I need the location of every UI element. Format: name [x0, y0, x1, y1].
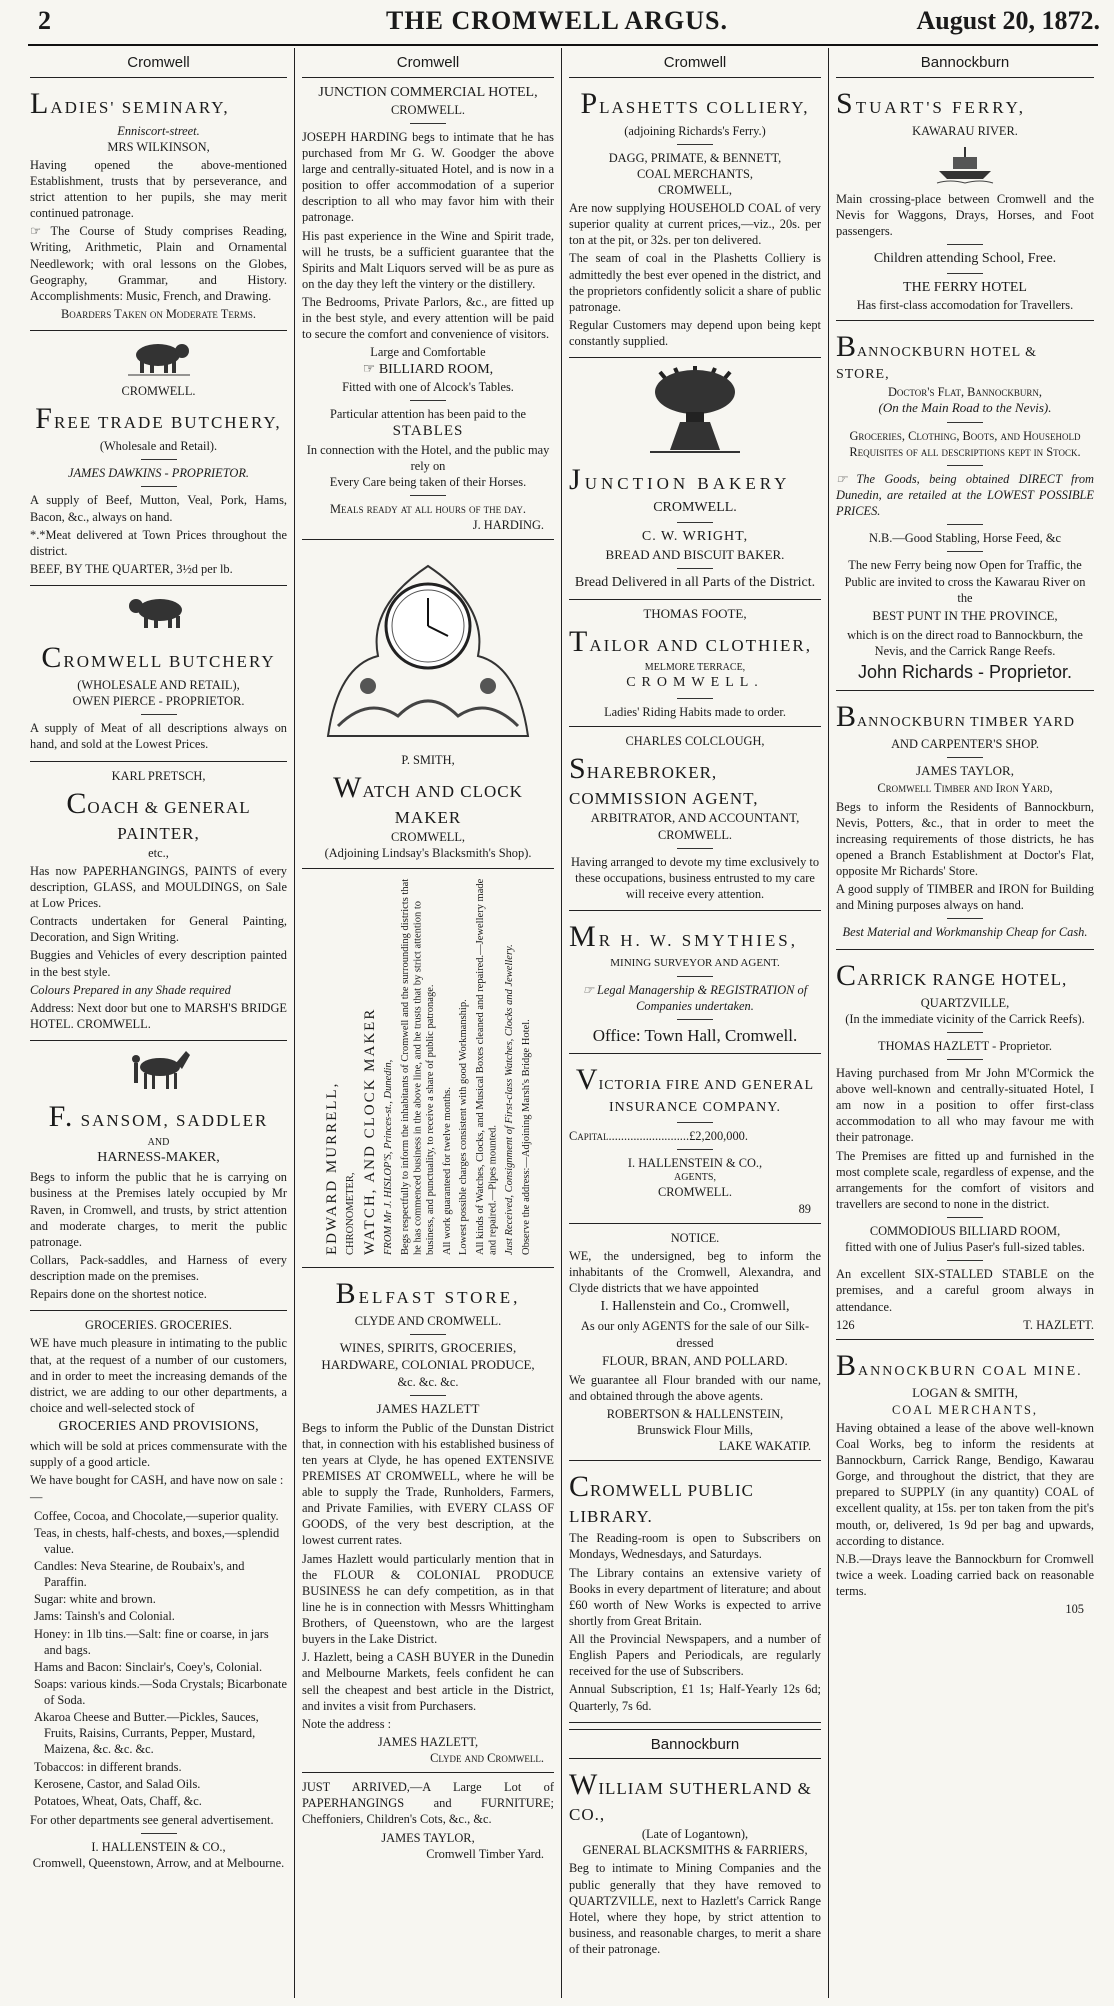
ad-watchmaker: [302, 546, 554, 868]
issue-date: August 20, 1872.: [916, 6, 1100, 35]
ad-signature: JAMES HAZLETT,: [377, 1734, 479, 1749]
ad-line: ☞ BILLIARD ROOM,: [362, 361, 494, 377]
ad-body: Begs respectfully to inform the inhabitants of Cromwell and the surrounding districts that he has commenced business in the above line, and he trusts that by strict attention to business, and punctuality, to receive a share of public patronage.: [399, 878, 437, 1255]
ad-carrick-range-hotel: [836, 956, 1094, 1340]
ad-body: Buggies and Vehicles of every description painted in the best style.: [30, 948, 287, 979]
ad-body: The seam of coal in the Plashetts Colliery is admittedly the best ever opened in the district, and the proprietors confidently solicit a share of public patronage.: [569, 251, 821, 314]
ad-signature: T. HAZLETT.: [1023, 1317, 1094, 1332]
ad-just-arrived: [302, 1779, 554, 1868]
ad-body: Has now PAPERHANGINGS, PAINTS of every description, GLASS, and MOULDINGS, on Sale at Low Prices.: [30, 863, 287, 911]
ad-address: MELMORE TERRACE,: [644, 662, 746, 674]
ad-place: QUARTZVILLE,: [920, 995, 1010, 1010]
ad-sharebroker: [569, 733, 821, 912]
ad-place: CROMWELL.: [653, 500, 737, 516]
list-item: Candles: Neva Stearine, de Roubaix's, and Paraffin.: [34, 1559, 245, 1590]
ad-line: STABLES: [392, 423, 464, 439]
ad-line: Bread Delivered in all Parts of the District.: [574, 575, 816, 591]
ad-note: Boarders Taken on Moderate Terms.: [61, 306, 256, 321]
ad-sutherland: [569, 1765, 821, 1965]
ad-body: His past experience in the Wine and Spirit trade, will he trusts, be a sufficient guarantee that the Spirits and Malt Liquors served will be as pure as on the day they left the vintery or the distillery.: [302, 228, 554, 291]
ad-smythies: [569, 917, 821, 1054]
ad-name: EDWARD MURRELL,: [323, 1081, 340, 1255]
ad-title: TAILOR AND CLOTHIER,: [569, 625, 812, 659]
ad-line: Meals ready at all hours of the day.: [330, 501, 526, 516]
ad-belfast-store: [302, 1274, 554, 1774]
column-heading: Cromwell: [30, 48, 287, 78]
ad-subtitle: (adjoining Richards's Ferry.): [624, 123, 766, 138]
ad-footer: [836, 1317, 1094, 1333]
ad-body: Contracts undertaken for General Painting, Decoration, and Sign Writing.: [30, 914, 287, 945]
ad-title: PLASHETTS COLLIERY,: [580, 86, 810, 120]
ad-address: Enniscort-street.: [117, 123, 200, 138]
ad-proprietor: JAMES DAWKINS - PROPRIETOR.: [67, 466, 249, 481]
clock-cut-icon: [308, 546, 548, 746]
ad-place: CROMWELL.: [658, 827, 732, 842]
ad-heading: GROCERIES. GROCERIES.: [85, 1318, 232, 1333]
ad-body: JOSEPH HARDING begs to intimate that he has purchased from Mr G. W. Goodger the above large and centrally-situated Hotel, and is now in a position to offer accommodation of a superior description to all who may favor him with their patronage.: [302, 129, 554, 225]
ad-plashetts-colliery: [569, 84, 821, 359]
ad-body: We guarantee all Flour branded with our name, and obtained through the above agents.: [569, 1372, 821, 1403]
ad-capital: Capital..........................£2,200,000.: [569, 1129, 748, 1144]
ad-body: Note the address :: [302, 1716, 392, 1731]
ad-place: CROMWELL.: [658, 1185, 732, 1200]
ad-body: ☞ Legal Managership & REGISTRATION of Companies undertaken.: [582, 982, 808, 1013]
ad-bannockburn-hotel: [836, 327, 1094, 692]
list-item: Hams and Bacon: Sinclair's, Coey's, Colonial.: [34, 1659, 263, 1674]
ad-body: We have bought for CASH, and have now on sale :—: [30, 1473, 284, 1504]
ad-title: CROMWELL PUBLIC LIBRARY.: [569, 1470, 755, 1527]
ad-body: WE have much pleasure in intimating to the public that, at the request of a number of our customers, and in order to meet the increasing demands of the district, we are adding to our other departments, a choice and well-selected stock of: [30, 1336, 287, 1415]
list-item: Honey: in 1lb tins.—Salt: fine or coarse, in jars and bags.: [34, 1626, 269, 1657]
ad-place: CROMWELL,: [658, 182, 732, 197]
ad-address: Address: Next door but one to MARSH'S BRIDGE HOTEL. CROMWELL.: [30, 1000, 287, 1031]
ad-body: Groceries, Clothing, Boots, and Household Requisites of all descriptions kept in Stock.: [849, 428, 1081, 459]
ad-junction-hotel: [302, 84, 554, 541]
ad-subtitle: (In the immediate vicinity of the Carrick Reefs).: [845, 1011, 1085, 1026]
ad-title: F. SANSOM, SADDLER: [48, 1100, 269, 1134]
ad-place: CROMWELL.: [121, 384, 196, 398]
ad-victoria-insurance: [569, 1060, 821, 1224]
ad-title: JUNCTION BAKERY: [569, 463, 791, 497]
ad-punt: BEST PUNT IN THE PROVINCE,: [872, 607, 1058, 623]
ad-body: Having purchased from Mr John M'Cormick the above well-known and centrally-situated Hotel, I am now in a position to offer first-class accommodation to all who may favour me with their patronage.: [836, 1065, 1094, 1145]
ad-body: The Bedrooms, Private Parlors, &c., are fitted up in the best style, and every attention will be paid to secure the comfort and convenience of visitors.: [302, 295, 554, 342]
ad-signature-2: Clyde and Cromwell.: [430, 1751, 544, 1766]
ad-body: J. Hazlett, being a CASH BUYER in the Dunedin and Melbourne Markets, feels confident he can sell the cheapest and best article in the District, and invites a visit from Purchasers.: [302, 1650, 554, 1713]
column-1: [28, 48, 295, 1998]
ad-nb: N.B.—Good Stabling, Horse Feed, &c: [868, 531, 1062, 546]
ad-and: AND: [147, 1137, 170, 1149]
ad-proprietor: OWEN PIERCE - PROPRIETOR.: [72, 694, 245, 709]
ad-from: FROM Mr J. HISLOP'S, Princes-st., Dunedin,: [383, 1059, 395, 1255]
list-item: Kerosene, Castor, and Salad Oils.: [34, 1776, 201, 1791]
ad-ladies-seminary: [30, 84, 287, 332]
ad-signature-2: Cromwell, Queenstown, Arrow, and at Melbourne.: [32, 1856, 285, 1871]
ad-body: The Premises are fitted up and furnished in the most complete scale, regardless of expense, and the arrangements for the comfort of visitors and travellers are second to none in the district.: [836, 1148, 1094, 1211]
ad-subtitle: (WHOLESALE AND RETAIL),: [77, 678, 240, 692]
ad-signature: J. HARDING.: [472, 518, 544, 532]
ad-signature: JAMES TAYLOR,: [381, 1830, 475, 1845]
ad-title: MR H. W. SMYTHIES,: [569, 920, 798, 954]
ad-body: ☞ The Goods, being obtained DIRECT from Dunedin, are retailed at the LOWEST POSSIBLE PRICES.: [836, 471, 1094, 519]
ad-subtitle: etc.,: [148, 845, 169, 860]
ad-body: A good supply of TIMBER and IRON for Building and Mining purposes always on hand.: [836, 882, 1094, 913]
ad-signature-2: Brunswick Flour Mills,: [637, 1422, 753, 1437]
ad-body: Having opened the above-mentioned Establishment, trusts that by perseverance, and strict attention to her pupils, she may merit continued patronage.: [30, 157, 287, 221]
list-item: Tobaccos: in different brands.: [34, 1759, 182, 1774]
ad-office: Office: Town Hall, Cromwell.: [592, 1025, 798, 1045]
ad-body: All the Provincial Newspapers, and a number of English Papers and Periodicals, are regularly received for the use of Subscribers.: [569, 1632, 821, 1679]
ad-signature: I. HALLENSTEIN & CO.,: [91, 1840, 226, 1855]
columns: [28, 48, 1098, 1998]
ox-cut-icon: [124, 337, 194, 377]
ad-body: Collars, Pack-saddles, and Harness of every description made on the premises.: [30, 1252, 287, 1284]
column-heading: Bannockburn: [836, 48, 1094, 78]
ad-body: Lowest possible charges consistent with good Workmanship.: [458, 998, 470, 1255]
ad-line: Large and Comfortable: [370, 345, 486, 360]
ad-role: GENERAL BLACKSMITHS & FARRIERS,: [582, 1843, 808, 1858]
ad-agent: I. HALLENSTEIN & CO.,: [627, 1156, 763, 1171]
ad-title-2: HARNESS-MAKER,: [97, 1150, 220, 1166]
page-number: 2: [38, 6, 51, 35]
ad-body: JUST ARRIVED,—A Large Lot of PAPERHANGINGS and FURNITURE; Cheffoniers, Children's Cots, &c., &c.: [302, 1780, 554, 1827]
ad-body: which is on the direct road to Bannockburn, the Nevis, and the Carrick Range Reefs.: [847, 627, 1083, 658]
ad-yard: Cromwell Timber and Iron Yard,: [877, 781, 1053, 796]
column-4: [829, 48, 1096, 1998]
ad-billiard: COMMODIOUS BILLIARD ROOM,: [869, 1224, 1061, 1238]
column-2: [295, 48, 562, 1998]
ad-body: All work guaranteed for twelve months.: [441, 1086, 453, 1255]
ad-body: For other departments see general advertisement.: [30, 1812, 274, 1827]
column-heading: Bannockburn: [569, 1729, 821, 1760]
ad-body: The new Ferry being now Open for Traffic, the Public are invited to cross the Kawarau River on the: [844, 558, 1086, 605]
ad-title: SHAREBROKER, COMMISSION AGENT,: [569, 751, 759, 808]
ad-body: *.*Meat delivered at Town Prices throughout the district.: [30, 527, 287, 558]
ad-body: Begs to inform the Residents of Bannockburn, Nevis, Potters, &c., that in order to meet the increasing requirements of those districts, he has opened a Branch Establishment at Doctor's Flat, opposite Mr Richards' Store.: [836, 799, 1094, 878]
ad-signature-3: LAKE WAKATIP.: [718, 1439, 811, 1454]
list-item: Jams: Tainsh's and Colonial.: [34, 1609, 175, 1624]
ad-body: Are now supplying HOUSEHOLD COAL of very superior quality at current prices,—viz., 20s. per ton at the pit, or 32s. per ton delivered.: [569, 201, 821, 248]
ad-subtitle: (Adjoining Lindsay's Blacksmith's Shop).: [324, 846, 532, 861]
ad-line: Particular attention has been paid to the: [329, 406, 527, 421]
ad-line: In connection with the Hotel, and the public may rely on: [306, 442, 550, 473]
ad-title: LADIES' SEMINARY,: [30, 86, 230, 120]
ad-name: C. W. WRIGHT,: [641, 529, 749, 545]
ad-name: THOMAS FOOTE,: [643, 605, 747, 621]
ad-name: CHARLES COLCLOUGH,: [625, 733, 765, 748]
ad-subtitle: CHRONOMETER,: [344, 1172, 356, 1255]
ad-line: Fitted with one of Alcock's Tables.: [342, 379, 514, 394]
ad-title-2: ARBITRATOR, AND ACCOUNTANT,: [590, 810, 800, 825]
ad-signature: ROBERTSON & HALLENSTEIN,: [606, 1406, 784, 1421]
ad-title: VICTORIA FIRE AND GENERAL INSURANCE COMPANY.: [575, 1063, 815, 1116]
list-item: Potatoes, Wheat, Oats, Chaff, &c.: [34, 1793, 202, 1808]
ad-body: The Library contains an extensive variety of Books in every department of literature; and about £60 worth of New Works is expected to arrive shortly from Great Britain.: [569, 1565, 821, 1628]
ad-saddler: [30, 1047, 287, 1311]
ad-number: 105: [1065, 1602, 1084, 1617]
ad-place: CROMWELL.: [626, 675, 764, 691]
ad-body: Annual Subscription, £1 1s; Half-Yearly 12s 6d; Quarterly, 7s 6d.: [569, 1682, 821, 1713]
ad-name: KARL PRETSCH,: [111, 768, 206, 783]
ad-tailor: [569, 606, 821, 727]
ad-body: An excellent SIX-STALLED STABLE on the premises, and a careful groom always in attendance.: [836, 1267, 1094, 1314]
ad-murrell: [302, 875, 554, 1268]
ad-body: Observe the address:—Adjoining Marsh's Bridge Hotel.: [520, 1018, 532, 1255]
ad-role: BREAD AND BISCUIT BAKER.: [605, 546, 785, 562]
ad-place: CROMWELL.: [391, 102, 465, 117]
ad-goods: FLOUR, BRAN, AND POLLARD.: [602, 1352, 788, 1368]
ad-body: N.B.—Drays leave the Bannockburn for Cromwell twice a week. Loading carried back on reasonable terms.: [836, 1551, 1094, 1599]
ad-role: MINING SURVEYOR AND AGENT.: [610, 957, 780, 970]
ad-name: I. Hallenstein and Co., Cromwell,: [600, 1299, 790, 1315]
ad-road: (On the Main Road to the Nevis).: [878, 399, 1052, 415]
ad-names: LOGAN & SMITH,: [912, 1384, 1018, 1400]
list-item: Teas, in chests, half-chests, and boxes,—splendid value.: [34, 1525, 280, 1556]
ad-body: Repairs done on the shortest notice.: [30, 1287, 207, 1302]
ferry-cut-icon: [935, 145, 995, 185]
ad-proprietor: John Richards - Proprietor.: [857, 661, 1073, 682]
ad-name: JAMES HAZLETT: [376, 1400, 480, 1416]
ad-body: Main crossing-place between Cromwell and the Nevis for Waggons, Drays, Horses, and Foot passengers.: [836, 191, 1094, 238]
column-heading: Cromwell: [302, 48, 554, 78]
ad-number: 126: [836, 1317, 855, 1332]
ad-title: BANNOCKBURN COAL MINE.: [836, 1348, 1083, 1382]
ad-title: BANNOCKBURN HOTEL & STORE,: [836, 329, 1038, 382]
ad-groceries: [30, 1317, 287, 1877]
ad-line: &c. &c. &c.: [397, 1374, 459, 1389]
ad-title: COACH & GENERAL PAINTER,: [66, 786, 251, 843]
ad-role: COAL MERCHANTS,: [892, 1402, 1038, 1417]
ad-proprietor: THOMAS HAZLETT - Proprietor.: [878, 1038, 1052, 1053]
ad-body: Just Received, Consignment of First-class Watches, Clocks and Jewellery.: [504, 943, 516, 1255]
ad-body: which will be sold at prices commensurate with the supply of a good article.: [30, 1439, 287, 1470]
ad-body: Having obtained a lease of the above well-known Coal Works, beg to inform the residents at Bannockburn, Carrick Range, Bendigo, Kawarau Gorge, and throughout the district, that they are prepared to SUPPLY (in any quantity) COAL of excellent quality, at 15s. per ton taken from the pit's mouth, or, delivered, 1s 9d per bag and upwards, according to distance.: [836, 1420, 1094, 1548]
ad-body: Regular Customers may depend upon being kept constantly supplied.: [569, 317, 821, 348]
list-item: Soaps: various kinds.—Soda Crystals; Bicarbonate of Soda.: [34, 1676, 287, 1708]
ad-title: WILLIAM SUTHERLAND & CO.,: [569, 1768, 812, 1825]
ad-body: Beg to intimate to Mining Companies and the public generally that they have removed to QUARTZVILLE, next to Hazlett's Carrick Range Hotel, where they hope, by strict attention to business, and reasonable charges, to merit a share of their patronage.: [569, 1861, 821, 1957]
ad-subtitle: (Late of Logantown),: [641, 1827, 749, 1842]
ad-title: BANNOCKBURN TIMBER YARD: [836, 700, 1076, 734]
vertical-advert: [302, 875, 554, 1255]
ad-title: STUART'S FERRY,: [836, 86, 1027, 120]
ad-title: CROMWELL BUTCHERY: [41, 641, 276, 674]
ad-subtitle: CLYDE AND CROMWELL.: [354, 1313, 502, 1328]
ad-subtitle: AND CARPENTER'S SHOP.: [891, 737, 1039, 752]
ad-title: WATCH, AND CLOCK MAKER: [362, 1007, 379, 1255]
ad-signature-2: Cromwell Timber Yard.: [426, 1846, 544, 1861]
ad-place: CROMWELL,: [391, 830, 465, 845]
ad-title: JUNCTION COMMERCIAL HOTEL,: [318, 84, 538, 100]
masthead-rule: [28, 44, 1098, 46]
newspaper-title: THE CROMWELL ARGUS.: [386, 6, 728, 35]
ad-body: All kinds of Watches, Clocks, and Musical Boxes cleaned and repaired.—Jewellery made and repaired.—Pipes mounted.: [474, 878, 499, 1255]
ad-name: MRS WILKINSON,: [107, 139, 210, 154]
list-item: Akaroa Cheese and Butter.—Pickles, Sauces, Fruits, Raisins, Currants, Pepper, Mustard, Maizena, &c. &c. &c.: [34, 1710, 259, 1757]
horse-cut-icon: [124, 1047, 194, 1091]
ad-heading: NOTICE.: [670, 1230, 720, 1245]
ad-body: WE, the undersigned, beg to inform the inhabitants of the Cromwell, Alexandra, and Clyde districts that we have appointed: [569, 1248, 821, 1296]
ad-title: FREE TRADE BUTCHERY,: [35, 402, 282, 436]
ad-line: Every Care being taken of their Horses.: [329, 474, 527, 489]
ad-body: BEEF, BY THE QUARTER, 3½d per lb.: [30, 561, 233, 576]
ad-hotel: THE FERRY HOTEL: [903, 280, 1027, 296]
ad-body: A supply of Meat of all descriptions always on hand, and sold at the Lowest Prices.: [30, 721, 287, 752]
ox-cut-icon: [124, 592, 194, 632]
ad-line: Children attending School, Free.: [873, 251, 1057, 266]
ad-cromwell-butchery: [30, 592, 287, 762]
column-3: [562, 48, 829, 1998]
ad-subtitle: (Wholesale and Retail).: [99, 439, 218, 454]
ad-body: ☞ The Course of Study comprises Reading, Writing, Arithmetic, Plain and Ornamental Needlework; with oral lessons on the Globes, Geography, Grammar, and History. Accomplishments: Music, French, and Drawing.: [30, 224, 287, 303]
ad-subtitle: Doctor's Flat, Bannockburn,: [887, 384, 1043, 399]
ad-coal-mine: [836, 1346, 1094, 1624]
ad-role: COAL MERCHANTS,: [637, 166, 753, 181]
ad-body: Best Material and Workmanship Cheap for Cash.: [842, 925, 1088, 940]
ad-body: Colours Prepared in any Shade required: [30, 982, 231, 997]
ad-stuarts-ferry: [836, 84, 1094, 321]
ad-name: P. SMITH,: [401, 753, 455, 768]
wheatsheaf-cut-icon: [640, 364, 750, 454]
ad-agents: AGENTS,: [674, 1172, 716, 1184]
masthead: [0, 0, 1114, 40]
ad-body: Having arranged to devote my time exclusively to these occupations, business entrusted to my care will receive every attention.: [570, 855, 820, 902]
ad-title: GROCERIES AND PROVISIONS,: [58, 1419, 259, 1435]
ad-title: WATCH AND CLOCK MAKER: [333, 771, 523, 828]
grocery-list: [30, 1508, 287, 1809]
ad-public-library: [569, 1467, 821, 1722]
ad-junction-bakery: [569, 364, 821, 599]
ad-number: 89: [798, 1201, 811, 1216]
ad-line: Has first-class accomodation for Travellers.: [856, 298, 1074, 313]
ad-body: Begs to inform the public that he is carrying on business at the Premises lately occupied by Mr Raven, in Cromwell, and trusts, by strict attention and moderate charges, to merit the public patronage.: [30, 1170, 287, 1249]
ad-notice: [569, 1230, 821, 1461]
ad-name: JAMES TAYLOR,: [916, 763, 1014, 779]
ad-names: DAGG, PRIMATE, & BENNETT,: [608, 150, 782, 165]
ad-body: A supply of Beef, Mutton, Veal, Pork, Hams, Bacon, &c., always on hand.: [30, 493, 287, 524]
ad-free-trade-butchery: [30, 337, 287, 586]
ad-timber-yard: [836, 697, 1094, 949]
ad-body: The Reading-room is open to Subscribers on Mondays, Wednesdays, and Saturdays.: [569, 1531, 821, 1562]
ad-title: CARRICK RANGE HOTEL,: [836, 958, 1068, 992]
ad-coach-painter: [30, 768, 287, 1042]
ad-body: Begs to inform the Public of the Dunstan District that, in connection with his established business of ten years at Clyde, he has opened EXTENSIVE PREMISES AT CROMWELL, where he will be able to supply the Trade, Runholders, Farmers, and Private Families, with EVERY CLASS OF GOODS, of the very best description, at the lowest current rates.: [302, 1420, 554, 1548]
list-item: Coffee, Cocoa, and Chocolate,—superior quality.: [34, 1508, 279, 1523]
list-item: Sugar: white and brown.: [34, 1592, 156, 1607]
column-heading: Cromwell: [569, 48, 821, 78]
ad-body: James Hazlett would particularly mention that in the FLOUR & COLONIAL PRODUCE BUSINESS he can defy competition, as in that line he is in connection with Messrs Whittingham Brothers, of Queenstown, who are the largest buyers in the Lake District.: [302, 1551, 554, 1647]
ad-subtitle: KAWARAU RIVER.: [912, 123, 1018, 138]
ad-line: WINES, SPIRITS, GROCERIES, HARDWARE, COLONIAL PRODUCE,: [321, 1339, 535, 1372]
ad-body: As our only AGENTS for the sale of our Silk-dressed: [580, 1319, 810, 1350]
ad-line: Ladies' Riding Habits made to order.: [604, 704, 786, 719]
ad-billiard-2: fitted with one of Julius Paser's full-sized tables.: [845, 1240, 1085, 1255]
ad-title: BELFAST STORE,: [335, 1276, 521, 1310]
